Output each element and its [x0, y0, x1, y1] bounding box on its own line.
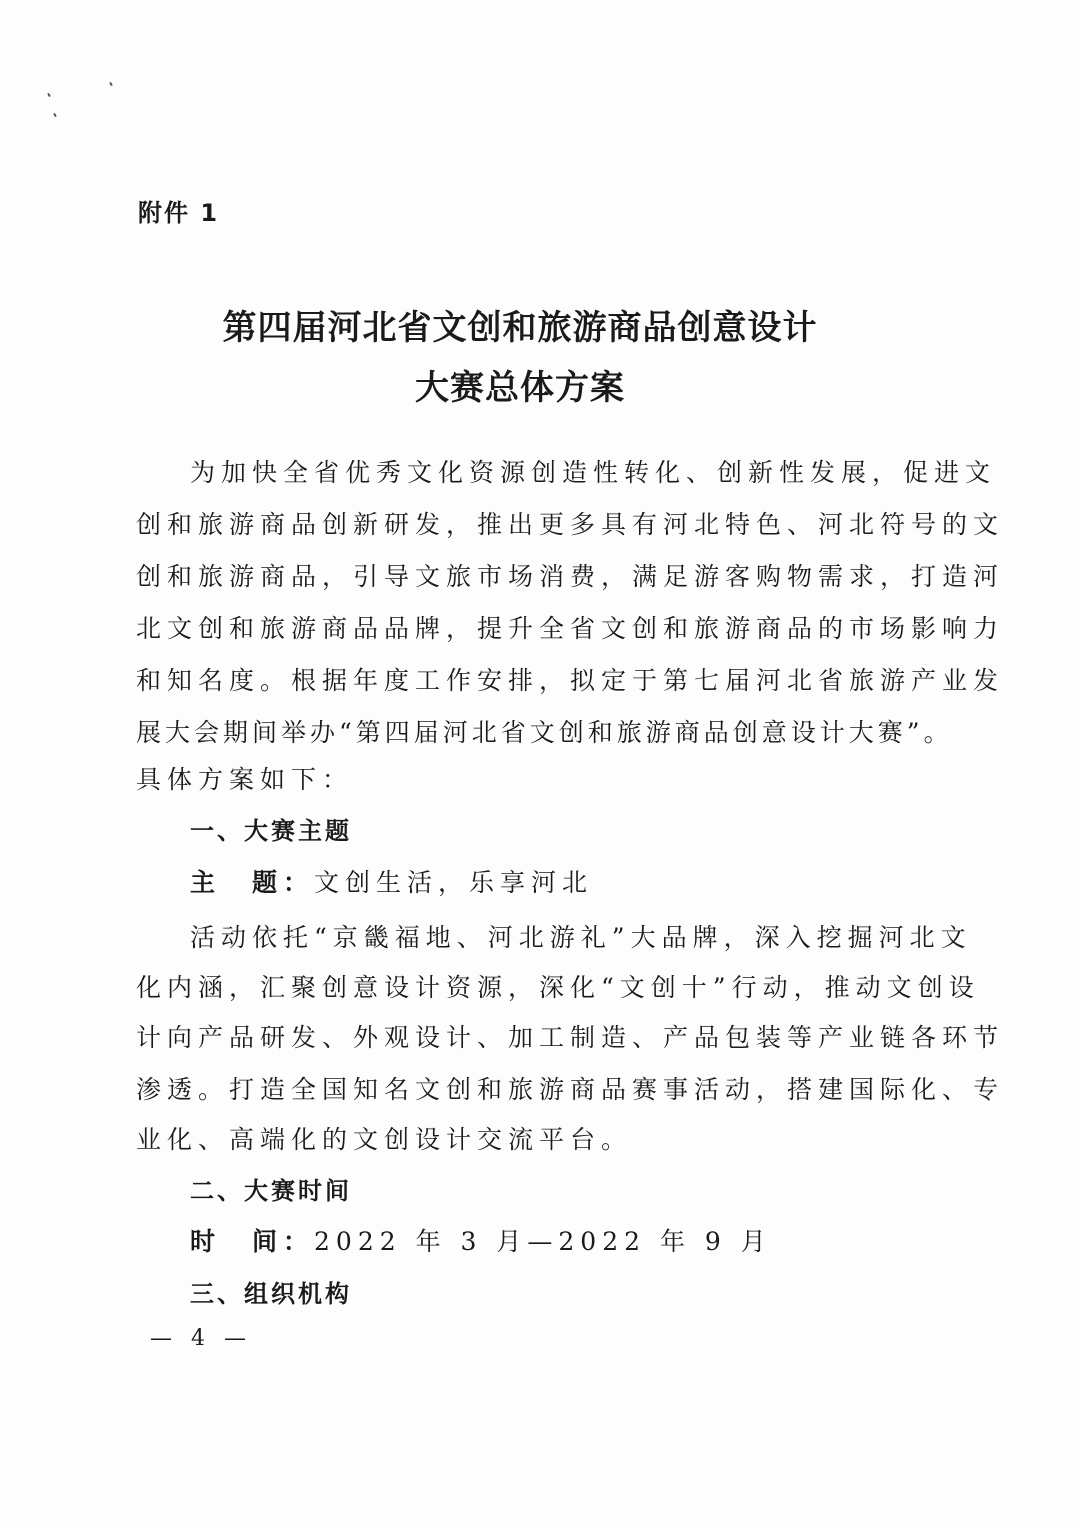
theme-row: [190, 865, 593, 901]
theme-label: 主 题：: [190, 868, 315, 897]
time-value: 2022 年 3 月—2022 年 9 月: [314, 1227, 772, 1256]
theme-paragraph-line: 渗透。打造全国知名文创和旅游商品赛事活动，搭建国际化、专: [136, 1075, 1005, 1104]
theme-paragraph-line: 计向产品研发、外观设计、加工制造、产品包装等产业链各环节: [136, 1023, 1005, 1052]
section-heading-time: 二、大赛时间: [190, 1177, 352, 1205]
theme-paragraph-line: 活动依托“京畿福地、河北游礼”大品牌，深入挖掘河北文: [190, 923, 972, 952]
scan-speck: [53, 113, 57, 117]
intro-line: 为加快全省优秀文化资源创造性转化、创新性发展，促进文: [190, 458, 997, 487]
scan-speck: [47, 93, 51, 97]
theme-paragraph-line: 业化、高端化的文创设计交流平台。: [136, 1125, 633, 1154]
intro-line: 具体方案如下：: [136, 765, 354, 794]
document-title-line-2: 大赛总体方案: [415, 368, 625, 408]
theme-value: 文创生活，乐享河北: [314, 868, 594, 897]
attachment-label: 附件 1: [138, 199, 220, 227]
intro-line: 创和旅游商品，引导文旅市场消费，满足游客购物需求，打造河: [136, 562, 1005, 591]
page-number: — 4 —: [150, 1326, 252, 1351]
section-heading-organization: 三、组织机构: [190, 1280, 352, 1308]
time-label: 时 间：: [190, 1227, 315, 1256]
intro-line: 展大会期间举办“第四届河北省文创和旅游商品创意设计大赛”。: [136, 718, 953, 747]
intro-line: 创和旅游商品创新研发，推出更多具有河北特色、河北符号的文: [136, 510, 1005, 539]
intro-line: 和知名度。根据年度工作安排，拟定于第七届河北省旅游产业发: [136, 666, 1005, 695]
theme-paragraph-line: 化内涵，汇聚创意设计资源，深化“文创十”行动，推动文创设: [136, 973, 980, 1002]
section-heading-theme: 一、大赛主题: [190, 817, 352, 845]
scan-speck: [109, 82, 113, 86]
time-row: [190, 1224, 772, 1260]
document-title-line-1: 第四届河北省文创和旅游商品创意设计: [222, 308, 818, 348]
intro-line: 北文创和旅游商品品牌，提升全省文创和旅游商品的市场影响力: [136, 614, 1005, 643]
